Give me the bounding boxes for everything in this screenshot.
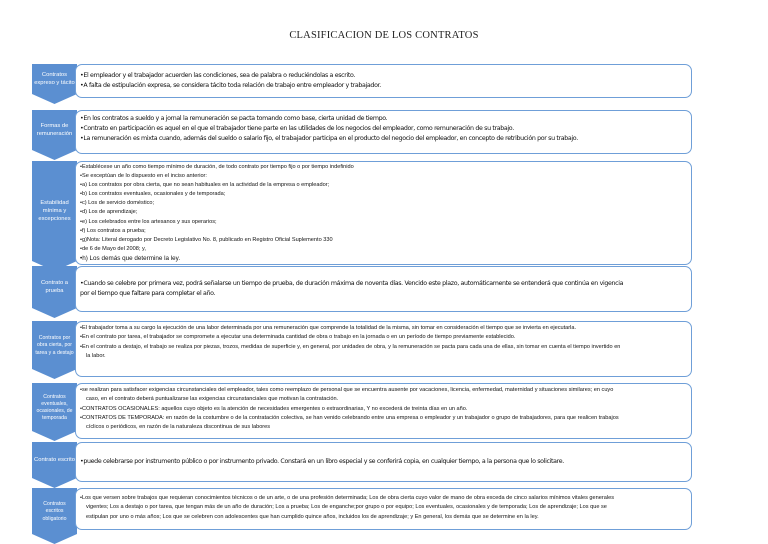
- row-contrato-prueba: [32, 266, 692, 318]
- row-label: Estabilidad mínima y excepciones: [38, 200, 71, 222]
- row-expreso-tacito: [32, 64, 692, 104]
- chevron-shape: [32, 266, 77, 318]
- list-item: •h) Los demás que determine la ley.: [80, 254, 181, 262]
- list-item: •En el contrato a destajo, el trabajo se realiza por piezas, trozos, medidas de superficie y, en general, por unidades de obra, y la remuneración se pacta para cada una de ellas, sin tomar en cuenta el tiempo invertido en: [80, 343, 621, 350]
- row-content-box: [75, 488, 692, 530]
- list-item: estipulan por uno o más años; Los que se celebren con adolescentes que han cumplido quince años, incluidos los de aprendizaje; y En general, los demás que se determine en la ley.: [86, 513, 539, 520]
- list-item: •c) Los de servicio doméstico;: [80, 200, 155, 207]
- list-item: •g)Nota: Literal derogado por Decreto Legislativo No. 8, publicado en Registro Oficial Suplemento 330: [80, 236, 333, 243]
- chevron-shape: [32, 442, 77, 488]
- list-item: •A falta de estipulación expresa, se considera tácito toda relación de trabajo entre empleador y trabajador.: [80, 82, 381, 89]
- list-item: •El empleador y el trabajador acuerden las condiciones, sea de palabra o reduciéndolas a escrito.: [80, 72, 356, 79]
- list-item: •Contrato en participación es aquel en el que el trabajador tiene parte en las utilidades de los negocios del empleador, como remuneración de su trabajo.: [80, 125, 514, 132]
- chevron-shape: [32, 488, 77, 544]
- list-item: •de 6 de Mayo del 2008; y,: [80, 245, 146, 252]
- list-item: •e) Los celebrados entre los artesanos y sus operarios;: [80, 218, 217, 225]
- list-item: •Los que versen sobre trabajos que requieran conocimientos técnicos o de un arte, o de una profesión determinada; Los de obra cierta cuyo valor de mano de obra exceda de cinco salarios mínimos vitales generales: [80, 495, 614, 501]
- list-item: la labor.: [86, 352, 106, 359]
- row-label: Contratos expreso y tácito: [34, 72, 75, 86]
- row-label: Contratos por obra cierta, por tarea y a destajo: [35, 335, 74, 356]
- chevron-shape: [32, 64, 77, 104]
- row-content-box: [75, 442, 692, 482]
- list-item: •CONTRATOS OCASIONALES: aquellos cuyo objeto es la atención de necesidades emergentes o extraordinarias, Y no excederá de treinta días en un año.: [80, 405, 468, 412]
- row-obra-cierta: [32, 321, 692, 379]
- list-item: •CONTRATOS DE TEMPORADA: en razón de la costumbre o de la contratación colectiva, se han venido celebrando entre una empresa o empleador y un trabajador o grupo de trabajadores, para que realicen trabajos: [80, 414, 619, 421]
- list-item: caso, en el contrato deberá puntualizarse las exigencias circunstanciales que motivan la contratación.: [86, 396, 339, 403]
- list-item: •En los contratos a sueldo y a jornal la remuneración se pacta tomando como base, cierta unidad de tiempo.: [80, 115, 388, 122]
- list-item: •El trabajador toma a su cargo la ejecución de una labor determinada por una remuneración que comprende la totalidad de la misma, sin tomar en consideración el tiempo que se invierta en ejecutarla.: [80, 325, 577, 331]
- row-content-box: [75, 321, 692, 377]
- list-item: •puede celebrarse por instrumento público o por instrumento privado. Constará en un libro especial y se conferirá copia, en cualquier tiempo, a la persona que lo solicitare.: [80, 458, 564, 465]
- chevron-shape: [32, 383, 77, 441]
- chevron-shape: [32, 161, 77, 271]
- row-escritos-obligatorio: [32, 488, 692, 544]
- list-item: •a) Los contratos por obra cierta, que no sean habituales en la actividad de la empresa o empleador;: [80, 182, 330, 189]
- row-label: Formas de remuneración: [36, 123, 73, 137]
- list-item: •d) Los de aprendizaje;: [80, 209, 138, 216]
- list-item: •Se exceptúan de lo dispuesto en el inciso anterior:: [80, 173, 207, 180]
- list-item: vigentes; Los a destajo o por tarea, que tengan más de un año de duración; Los a prueba; Los de enganche;por grupo o por equipo; Los eventuales, ocasionales y de temporada; Los de aprendizaje; Los que se: [86, 504, 607, 511]
- row-content-box: [75, 383, 692, 439]
- list-item: •La remuneración es mixta cuando, además del sueldo o salario fijo, el trabajador participa en el producto del negocio del empleador, en concepto de retribución por su trabajo.: [80, 135, 578, 142]
- row-formas-remuneracion: [32, 110, 692, 160]
- list-item: •b) Los contratos eventuales, ocasionales y de temporada;: [80, 191, 226, 198]
- list-item: •f) Los contratos a prueba;: [80, 227, 146, 234]
- row-content-box: [75, 161, 692, 265]
- row-estabilidad: [32, 161, 692, 271]
- page-title: CLASIFICACION DE LOS CONTRATOS: [289, 30, 479, 41]
- list-item: •Establécese un año como tiempo mínimo de duración, de todo contrato por tiempo fijo o por tiempo indefinido: [80, 164, 354, 170]
- row-content-box: [75, 64, 692, 98]
- row-label: Contratos eventuales, ocasionales, de temporada: [36, 393, 73, 422]
- chevron-shape: [32, 321, 77, 379]
- list-item: cíclicos o periódicos, en razón de la naturaleza discontinua de sus labores: [86, 424, 271, 431]
- list-item: por el tiempo que faltare para completar el año.: [80, 290, 216, 297]
- row-label: Contratos escritos obligatorio: [42, 501, 67, 522]
- chevron-shape: [32, 110, 77, 160]
- row-label: Contrato escrito: [34, 457, 75, 464]
- list-item: •En el contrato por tarea, el trabajador se compromete a ejecutar una determinada cantidad de obra o trabajo en la jornada o en un período de tiempo previamente establecido.: [80, 334, 516, 341]
- row-content-box: [75, 266, 692, 312]
- list-item: •se realizan para satisfacer exigencias circunstanciales del empleador, tales como reemplazo de personal que se encuentra ausente por vacaciones, licencia, enfermedad, maternidad y situaciones similares; en cuyo: [80, 387, 614, 393]
- row-content-box: [75, 110, 692, 154]
- row-label: Contrato a prueba: [40, 280, 69, 294]
- list-item: •Cuando se celebre por primera vez, podrá señalarse un tiempo de prueba, de duración máxima de noventa días. Vencido este plazo, automáticamente se entenderá que continúa en vigencia: [80, 280, 624, 287]
- row-eventuales: [32, 383, 692, 441]
- row-contrato-escrito: [32, 442, 692, 488]
